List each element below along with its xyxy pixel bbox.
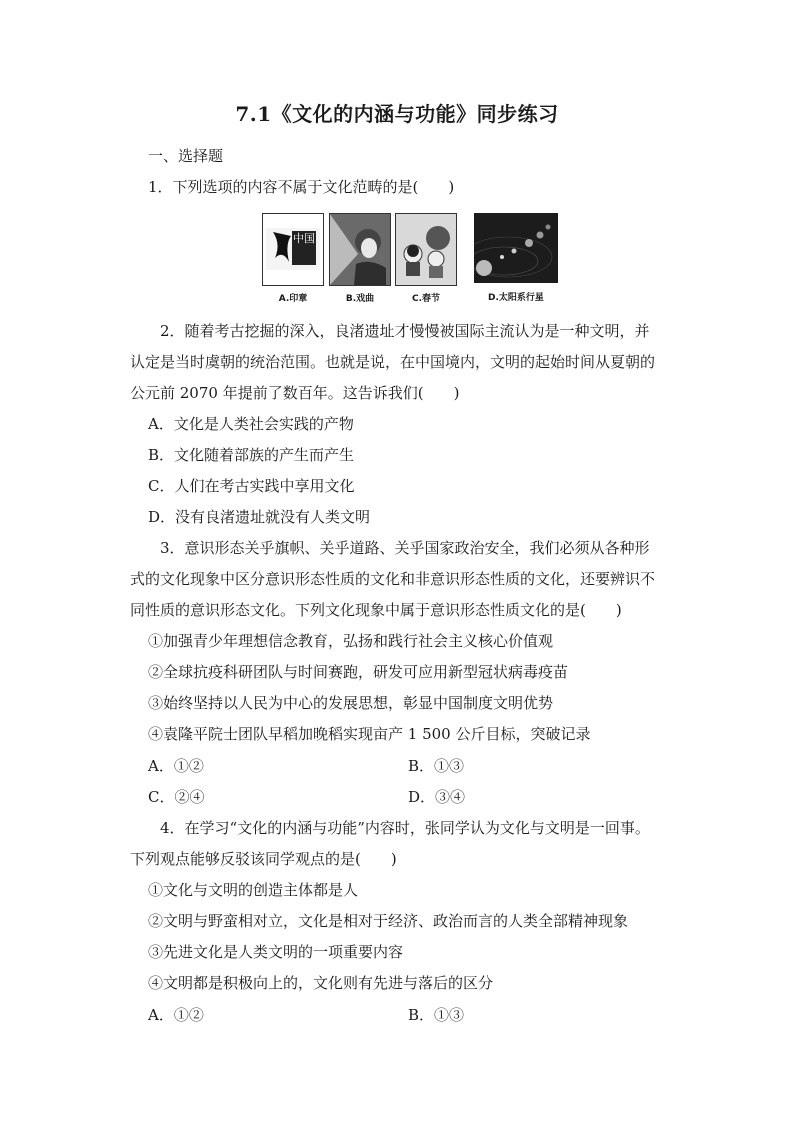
q2-option-d: D．没有良渚遗址就没有人类文明 — [148, 508, 371, 526]
q2-stem-line-1: 2．随着考古挖掘的深入，良渚遗址才慢慢被国际主流认为是一种文明，并 — [160, 322, 650, 340]
page-title: 7.1《文化的内涵与功能》同步练习 — [235, 102, 559, 126]
q4-option-b: B．①③ — [408, 1006, 465, 1024]
q2-stem-line-3: 公元前 2070 年提前了数百年。这告诉我们( ) — [130, 384, 460, 402]
figure-seal — [262, 213, 324, 304]
q3-option-a: A．①② — [148, 757, 204, 775]
figure-solar-system — [474, 213, 558, 303]
q4-option-a: A．①② — [148, 1006, 204, 1024]
q3-statement-2: ②全球抗疫科研团队与时间赛跑，研发可应用新型冠状病毒疫苗 — [148, 663, 569, 681]
spring-festival-image — [395, 213, 457, 286]
q4-stem-line-1: 4．在学习“文化的内涵与功能”内容时，张同学认为文化与文明是一回事。 — [160, 819, 650, 837]
q4-statement-1: ①文化与文明的创造主体都是人 — [148, 881, 359, 899]
q3-stem-line-2: 式的文化现象中区分意识形态性质的文化和非意识形态性质的文化，还要辨识不 — [130, 570, 656, 588]
q4-statement-2: ②文明与野蛮相对立，文化是相对于经济、政治而言的人类全部精神现象 — [148, 912, 629, 930]
q1-figures — [262, 213, 562, 308]
q3-statement-3: ③始终坚持以人民为中心的发展思想，彰显中国制度文明优势 — [148, 694, 554, 712]
solar-system-image — [474, 213, 558, 283]
q3-stem-line-1: 3．意识形态关乎旗帜、关乎道路、关乎国家政治安全，我们必须从各种形 — [160, 539, 650, 557]
q1-stem: 1．下列选项的内容不属于文化范畴的是( ) — [148, 178, 455, 196]
seal-image — [262, 213, 324, 286]
q4-statement-3: ③先进文化是人类文明的一项重要内容 — [148, 943, 404, 961]
q4-statement-4: ④文明都是积极向上的，文化则有先进与落后的区分 — [148, 974, 494, 992]
q3-option-c: C．②④ — [148, 788, 205, 806]
q3-stem-line-3: 同性质的意识形态文化。下列文化现象中属于意识形态性质文化的是( ) — [130, 601, 622, 619]
figure-opera — [329, 213, 391, 304]
q3-statement-4: ④袁隆平院士团队早稻加晚稻实现亩产 1 500 公斤目标，突破记录 — [148, 725, 591, 743]
opera-image — [329, 213, 391, 286]
q3-option-b: B．①③ — [408, 757, 465, 775]
q2-option-b: B．文化随着部族的产生而产生 — [148, 446, 355, 464]
figure-caption: B.戏曲 — [345, 294, 375, 304]
seal-text: 中国 — [293, 232, 315, 245]
figure-spring-festival — [395, 213, 457, 304]
figure-caption: D.太阳系行星 — [488, 293, 544, 303]
figure-caption: A.印章 — [278, 294, 308, 304]
section-heading: 一、选择题 — [148, 147, 224, 165]
q2-option-c: C．人们在考古实践中享用文化 — [148, 477, 355, 495]
q3-statement-1: ①加强青少年理想信念教育，弘扬和践行社会主义核心价值观 — [148, 632, 554, 650]
q3-option-d: D．③④ — [408, 788, 466, 806]
q2-stem-line-2: 认定是当时虞朝的统治范围。也就是说，在中国境内，文明的起始时间从夏朝的 — [130, 353, 656, 371]
q2-option-a: A．文化是人类社会实践的产物 — [148, 415, 354, 433]
q4-stem-line-2: 下列观点能够反驳该同学观点的是( ) — [130, 850, 397, 868]
figure-caption: C.春节 — [411, 294, 441, 304]
